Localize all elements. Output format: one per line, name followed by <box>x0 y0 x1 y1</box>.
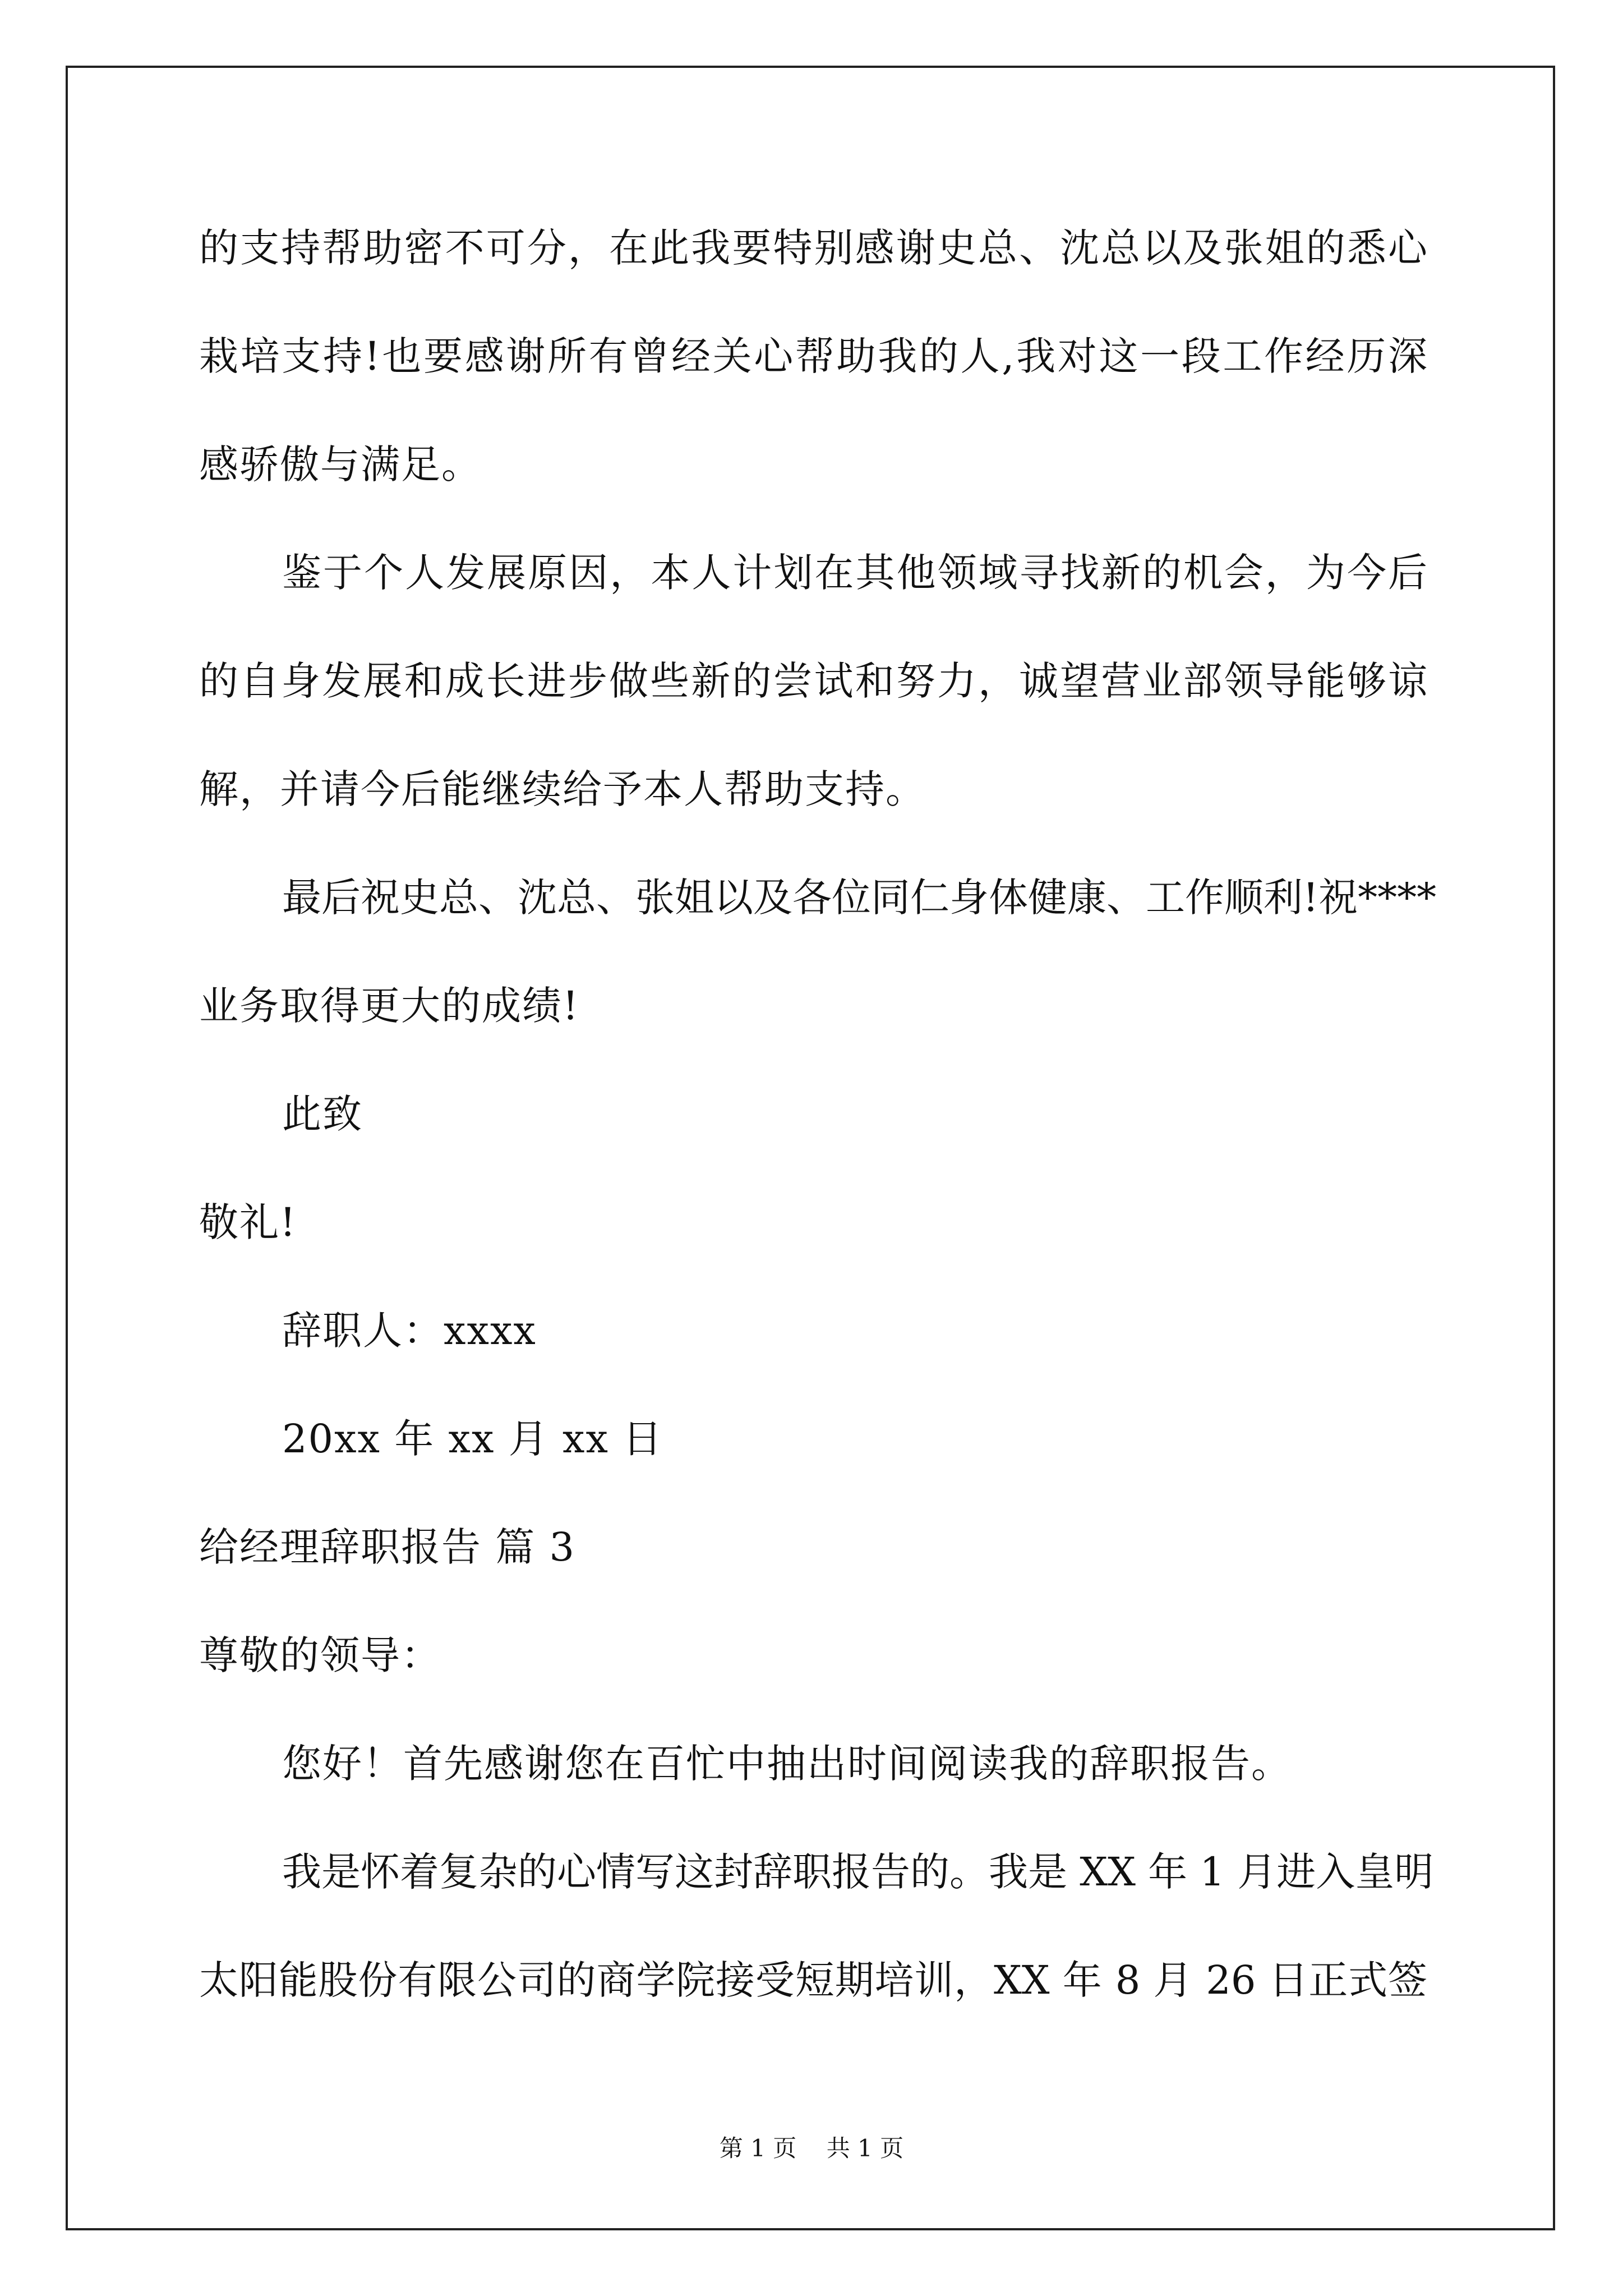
paragraph-line: 业务取得更大的成绩! <box>199 983 580 1029</box>
paragraph-line: 解，并请今后能继续给予本人帮助支持。 <box>199 766 926 812</box>
signature-name: 辞职人：xxxx <box>282 1308 537 1354</box>
paragraph-line: 鉴于个人发展原因，本人计划在其他领域寻找新的机会，为今后 <box>282 550 1427 596</box>
paragraph-line: 感骄傲与满足。 <box>199 441 482 487</box>
letter-greeting: 尊敬的领导： <box>199 1632 441 1678</box>
document-body <box>199 0 1437 2188</box>
closing-respect: 敬礼! <box>199 1199 297 1245</box>
paragraph-line: 的自身发展和成长进步做些新的尝试和努力，诚望营业部领导能够谅 <box>199 658 1427 704</box>
paragraph-line: 最后祝史总、沈总、张姐以及各位同仁身体健康、工作顺利!祝**** <box>282 875 1437 921</box>
paragraph-line: 栽培支持!也要感谢所有曾经关心帮助我的人,我对这一段工作经历深 <box>199 333 1427 379</box>
page-footer: 第 1 页 共 1 页 <box>719 2134 904 2162</box>
paragraph-line: 您好！首先感谢您在百忙中抽出时间阅读我的辞职报告。 <box>282 1741 1292 1787</box>
section-heading: 给经理辞职报告 篇 3 <box>199 1524 576 1570</box>
paragraph-line: 我是怀着复杂的心情写这封辞职报告的。我是 XX 年 1 月进入皇明 <box>282 1849 1434 1895</box>
paragraph-line: 的支持帮助密不可分，在此我要特别感谢史总、沈总以及张姐的悉心 <box>199 225 1427 271</box>
closing-salutation: 此致 <box>282 1091 363 1137</box>
paragraph-line: 太阳能股份有限公司的商学院接受短期培训，XX 年 8 月 26 日正式签 <box>199 1957 1427 2003</box>
signature-date: 20xx 年 xx 月 xx 日 <box>282 1416 663 1462</box>
